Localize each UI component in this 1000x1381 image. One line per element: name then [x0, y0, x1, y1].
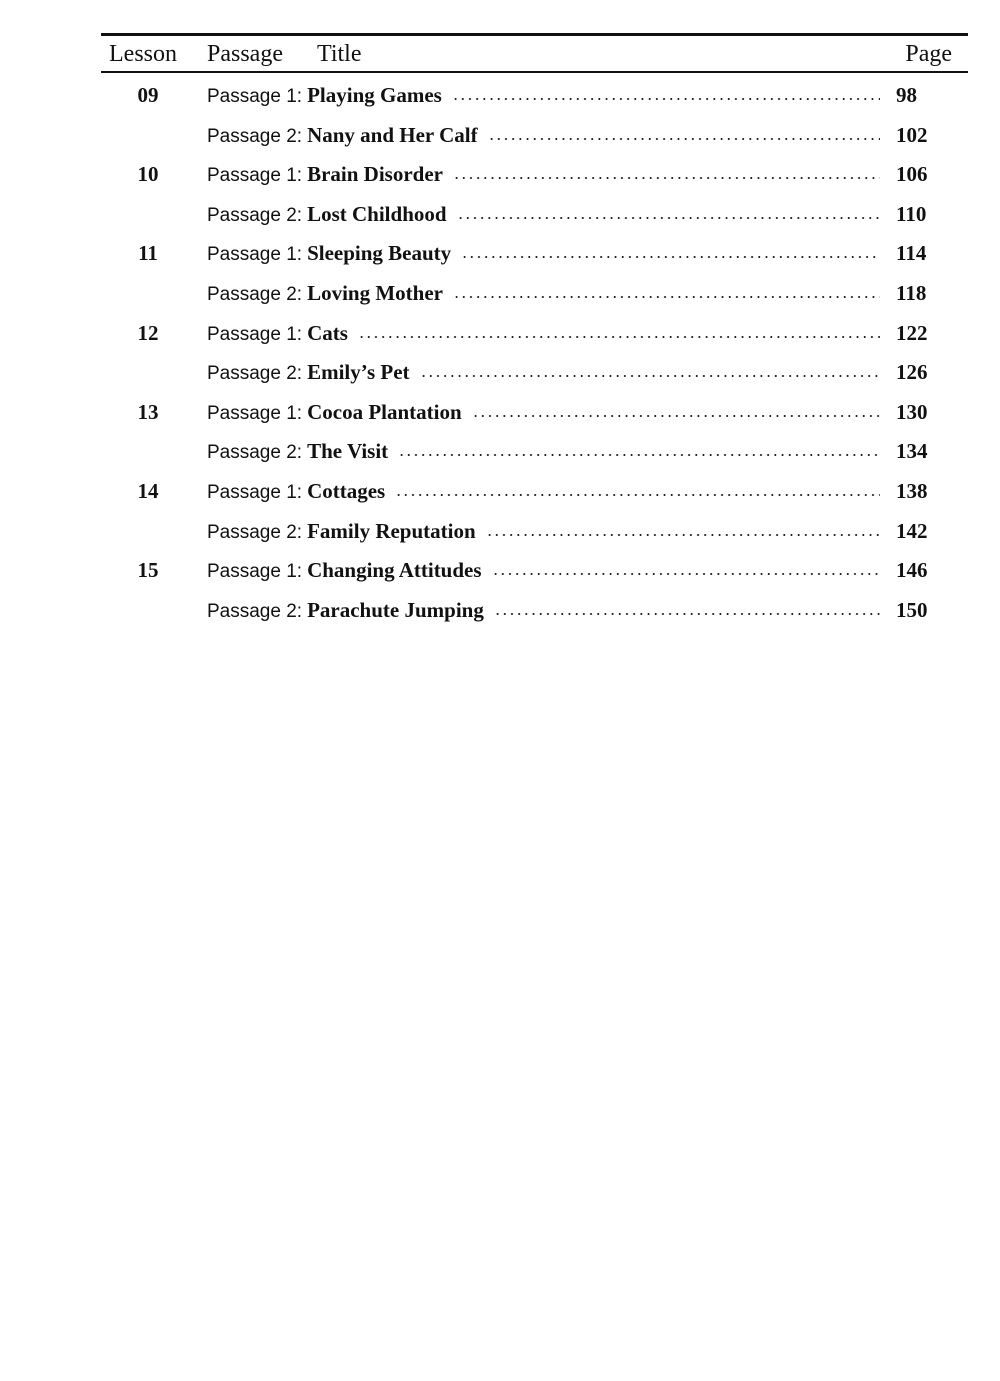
- toc-entry: [207, 598, 880, 624]
- passage-label: Passage 1:: [207, 86, 303, 107]
- dot-leader: [486, 534, 880, 536]
- page-number: 142: [896, 518, 928, 543]
- toc-entry: [207, 202, 880, 228]
- toc-entry: [207, 162, 880, 188]
- toc-rows: [101, 75, 968, 629]
- toc-row[interactable]: [101, 431, 968, 471]
- passage-label: Passage 1:: [207, 481, 303, 503]
- page-number: 126: [896, 360, 928, 385]
- page-number: 138: [896, 478, 928, 503]
- toc-row[interactable]: [101, 550, 968, 590]
- toc-row[interactable]: [101, 273, 968, 313]
- toc-row[interactable]: [101, 194, 968, 234]
- passage-title: Playing Games: [307, 83, 442, 107]
- lesson-number: 10: [137, 162, 159, 187]
- dot-leader: [457, 217, 880, 219]
- passage-title: Loving Mother: [307, 280, 443, 305]
- toc-row[interactable]: [101, 471, 968, 511]
- page-number: 106: [896, 162, 928, 187]
- passage-title: The Visit: [307, 439, 389, 464]
- dot-leader: [420, 375, 880, 377]
- header-passage: Passage: [207, 41, 283, 67]
- dot-leader: [472, 415, 880, 417]
- header-lesson: Lesson: [109, 41, 177, 67]
- passage-label: Passage 2:: [207, 600, 303, 622]
- toc-entry: [207, 241, 880, 267]
- passage-title: Sleeping Beauty: [307, 241, 452, 266]
- lesson-number: 11: [138, 241, 158, 266]
- passage-label: Passage 2:: [207, 521, 303, 543]
- header-page: Page: [905, 41, 952, 67]
- passage-label: Passage 2:: [207, 125, 303, 147]
- page-number: 122: [896, 320, 928, 345]
- page-number: 110: [896, 201, 927, 226]
- toc-entry: [207, 400, 880, 426]
- passage-title: Lost Childhood: [307, 201, 447, 226]
- page-number: 134: [896, 439, 928, 464]
- dot-leader: [398, 454, 880, 456]
- page-number: 114: [896, 241, 927, 266]
- page-number: 146: [896, 558, 928, 583]
- passage-title: Family Reputation: [307, 518, 476, 543]
- passage-title: Cottages: [307, 478, 386, 503]
- passage-label: Passage 1:: [207, 165, 303, 187]
- dot-leader: [358, 336, 880, 338]
- passage-label: Passage 1:: [207, 244, 303, 266]
- lesson-number: 12: [137, 320, 159, 345]
- toc-row[interactable]: [101, 75, 968, 115]
- header-rule: [101, 71, 968, 73]
- passage-title: Brain Disorder: [307, 162, 443, 187]
- page-number: 150: [896, 597, 928, 622]
- passage-label: Passage 2:: [207, 283, 303, 305]
- toc-entry: [207, 321, 880, 347]
- toc-row[interactable]: [101, 511, 968, 551]
- passage-title: Emily’s Pet: [307, 360, 410, 385]
- page-number: 130: [896, 399, 928, 424]
- toc-entry: [207, 281, 880, 307]
- dot-leader: [452, 98, 880, 100]
- passage-label: Passage 2:: [207, 204, 303, 226]
- dot-leader: [395, 494, 880, 496]
- page-number: 118: [896, 280, 927, 305]
- lesson-number: 15: [137, 558, 159, 583]
- toc-header: [101, 36, 968, 71]
- toc-row[interactable]: [101, 392, 968, 432]
- passage-label: Passage 1:: [207, 323, 303, 345]
- toc-row[interactable]: [101, 313, 968, 353]
- passage-title: Changing Attitudes: [307, 558, 482, 583]
- lesson-number: 13: [137, 399, 159, 424]
- toc-entry: [207, 439, 880, 465]
- page-number: 102: [896, 122, 928, 147]
- passage-title: Parachute Jumping: [307, 597, 484, 622]
- dot-leader: [494, 613, 880, 615]
- dot-leader: [453, 296, 880, 298]
- dot-leader: [461, 256, 880, 258]
- passage-title: Cats: [307, 320, 348, 345]
- toc-row[interactable]: [101, 590, 968, 630]
- passage-title: Nany and Her Calf: [307, 122, 478, 147]
- toc-row[interactable]: [101, 115, 968, 155]
- toc-entry: [207, 558, 880, 584]
- lesson-number: 09: [137, 83, 159, 107]
- table-of-contents: [101, 33, 968, 629]
- passage-title: Cocoa Plantation: [307, 399, 462, 424]
- toc-entry: [207, 479, 880, 505]
- passage-label: Passage 2:: [207, 363, 303, 385]
- toc-row[interactable]: [101, 154, 968, 194]
- dot-leader: [453, 177, 880, 179]
- toc-row[interactable]: [101, 233, 968, 273]
- toc-row[interactable]: [101, 352, 968, 392]
- lesson-number: 14: [137, 478, 159, 503]
- toc-entry: [207, 123, 880, 149]
- dot-leader: [492, 573, 880, 575]
- toc-entry: [207, 83, 880, 109]
- toc-entry: [207, 519, 880, 545]
- passage-label: Passage 1:: [207, 561, 303, 583]
- passage-label: Passage 2:: [207, 442, 303, 464]
- passage-label: Passage 1:: [207, 402, 303, 424]
- dot-leader: [488, 138, 880, 140]
- header-title: Title: [317, 41, 362, 67]
- toc-entry: [207, 360, 880, 386]
- page-number: 98: [896, 83, 917, 107]
